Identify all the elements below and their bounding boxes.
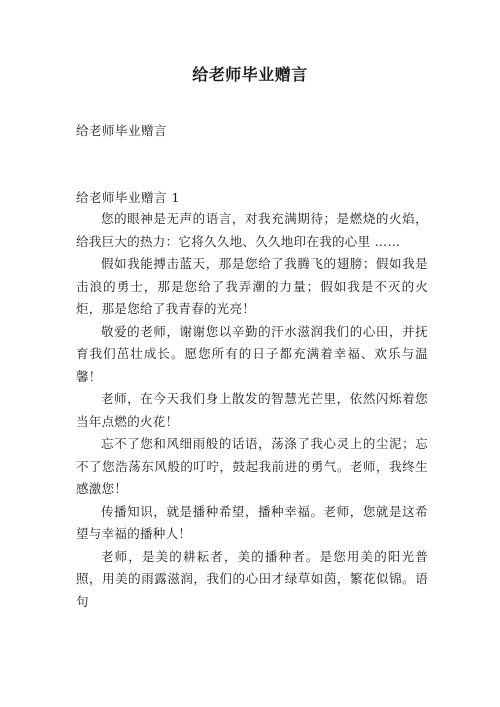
paragraph: 老师，在今天我们身上散发的智慧光芒里，依然闪烁着您当年点燃的火花！ — [76, 391, 428, 429]
paragraph: 老师，是美的耕耘者，美的播种者。是您用美的阳光普照，用美的雨露滋润，我们的心田才绿草如茵，繁花似锦。语句 — [76, 548, 428, 609]
paragraph: 假如我能搏击蓝天，那是您给了我腾飞的翅膀；假如我是击浪的勇士，那是您给了我弄潮的力量；假如我是不灭的火炬，那是您给了我青春的光亮！ — [76, 256, 428, 316]
document-subtitle: 给老师毕业赠言 — [76, 123, 168, 138]
paragraph: 敬爱的老师，谢谢您以辛勤的汗水滋润我们的心田，并抚育我们茁壮成长。愿您所有的日子都充满着幸福、欢乐与温馨！ — [76, 323, 428, 384]
section-heading: 给老师毕业赠言 1 — [76, 190, 180, 205]
paragraph: 您的眼神是无声的语言，对我充满期待；是燃烧的火焰，给我巨大的热力：它将久久地、久久地印在我的心里 …… — [76, 211, 428, 249]
document-title: 给老师毕业赠言 — [192, 65, 308, 84]
body-text — [76, 208, 428, 613]
paragraph: 传播知识，就是播种希望，播种幸福。老师，您就是这希望与幸福的播种人！ — [76, 503, 428, 541]
paragraph: 忘不了您和风细雨般的话语，荡涤了我心灵上的尘泥；忘不了您浩荡东风般的叮咛，鼓起我前进的勇气。老师，我终生感激您！ — [76, 436, 428, 496]
